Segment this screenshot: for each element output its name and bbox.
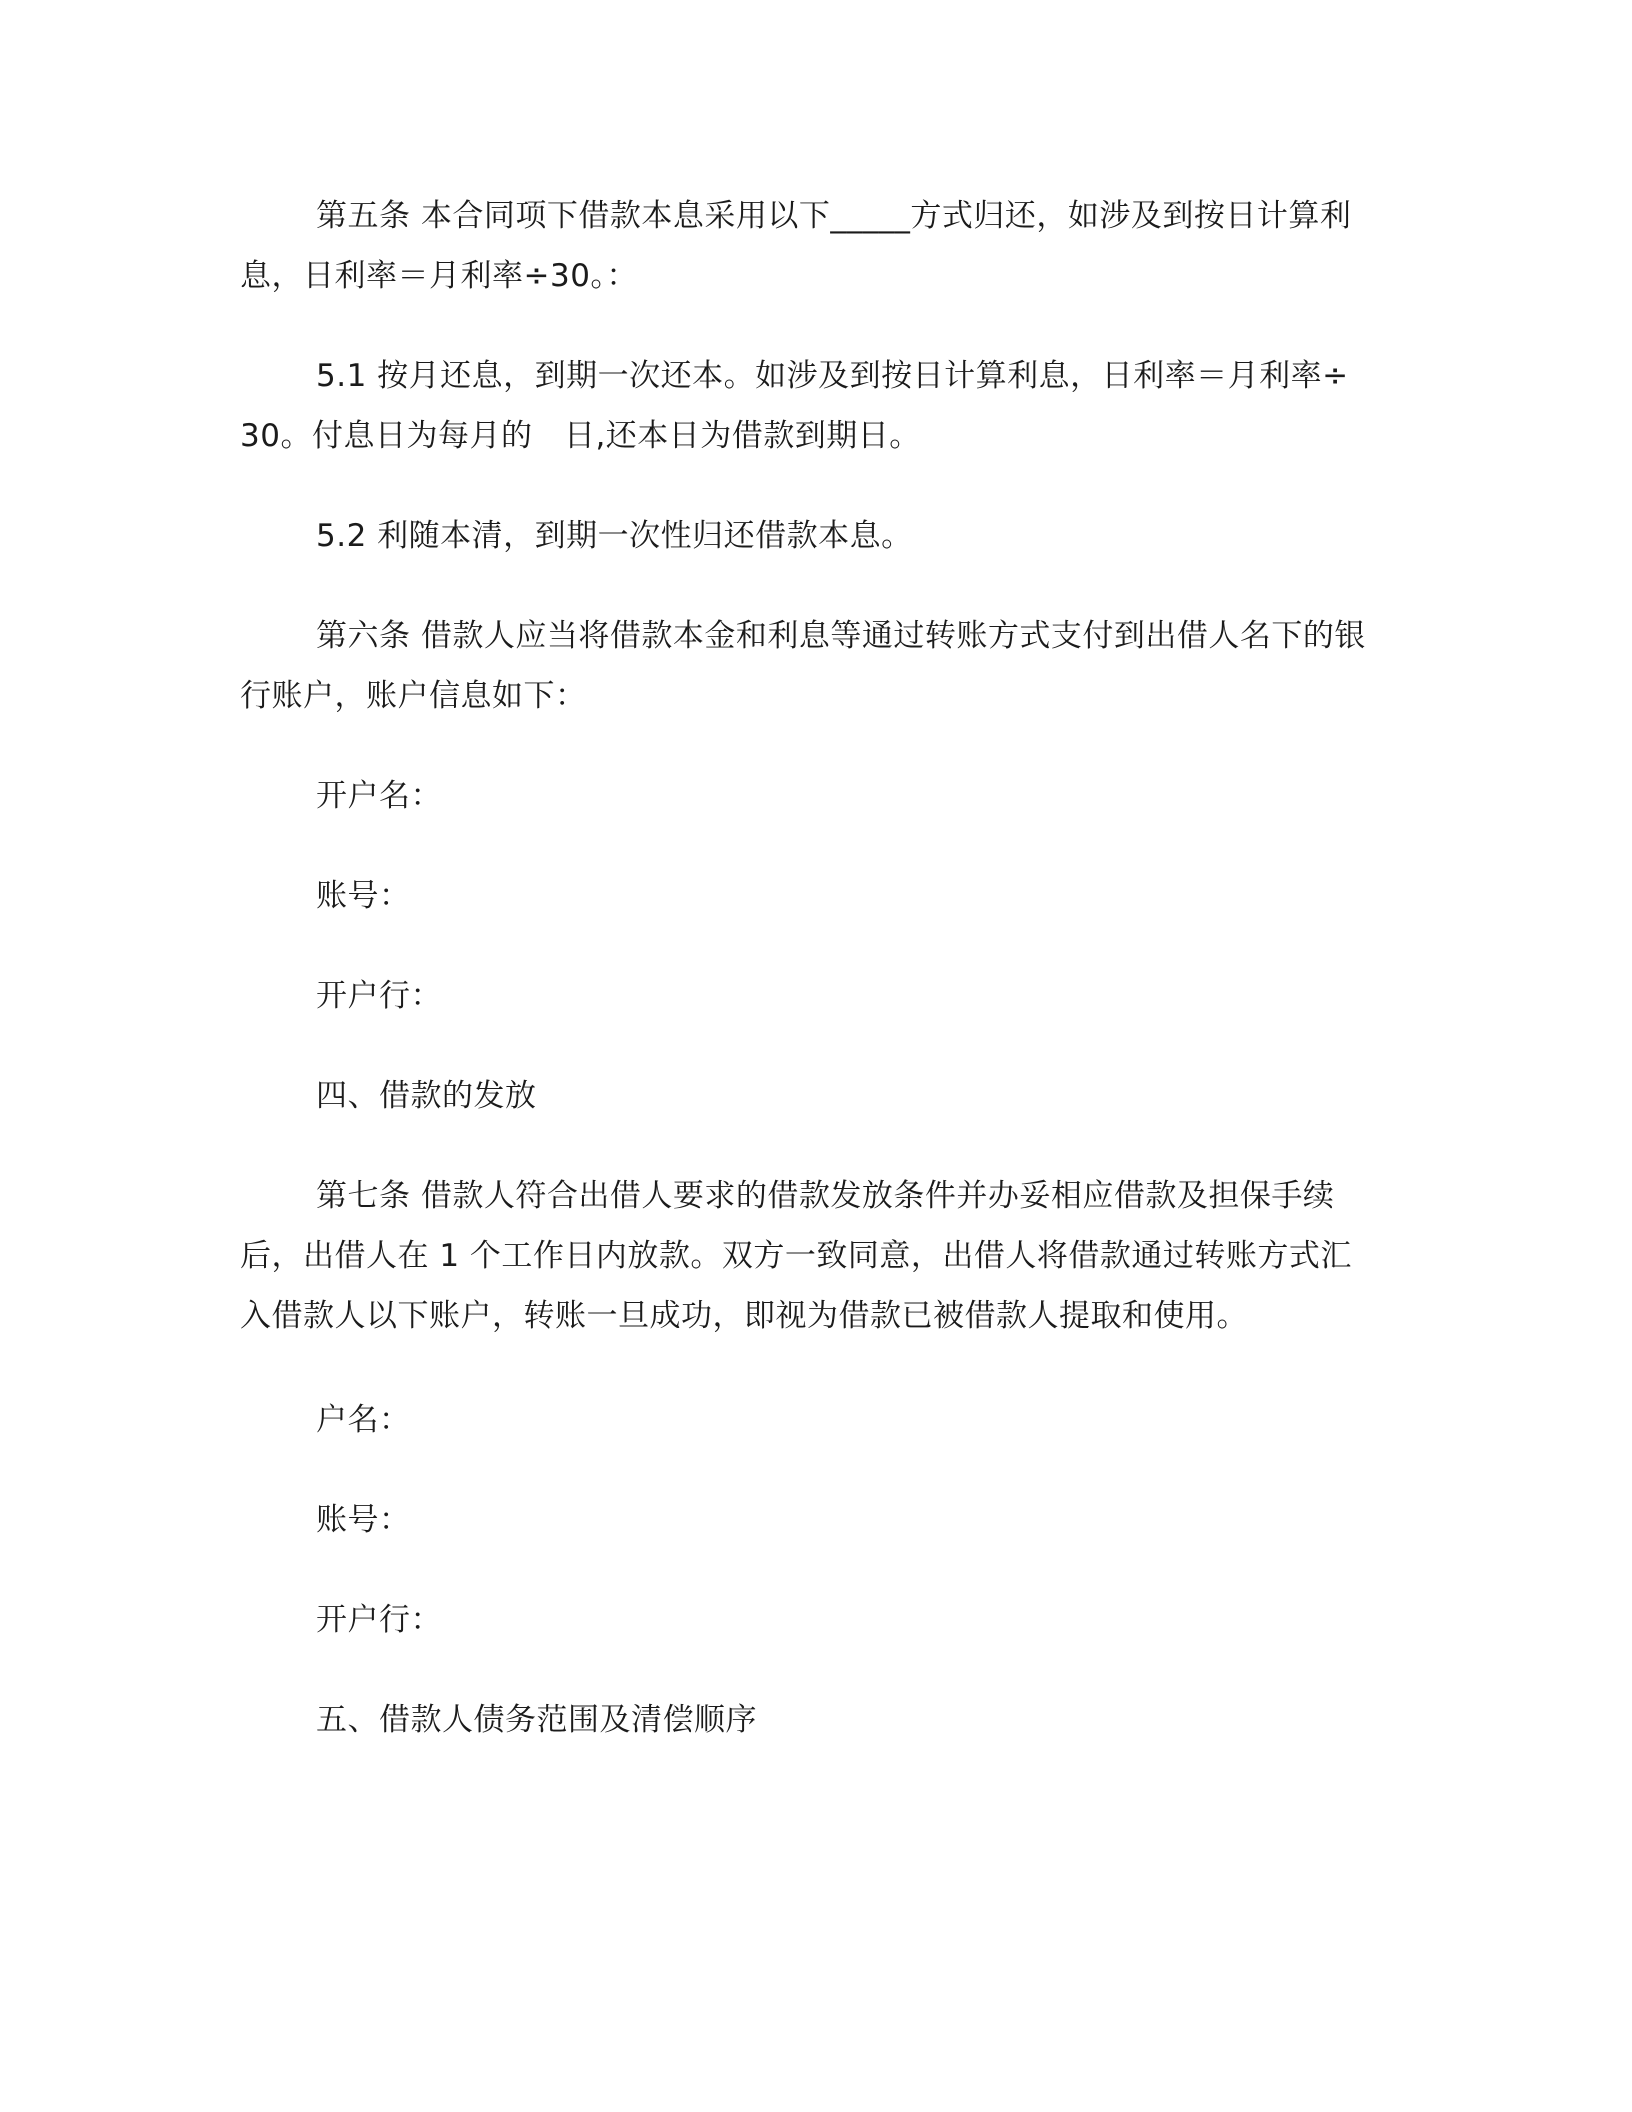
text-line: 行账户，账户信息如下： bbox=[240, 678, 587, 714]
section-5-heading bbox=[240, 1690, 1370, 1750]
text-line: 5.2 利随本清，到期一次性归还借款本息。 bbox=[316, 518, 913, 554]
bank-field-label bbox=[240, 966, 1370, 1026]
text-line: 30。付息日为每月的 日,还本日为借款到期日。 bbox=[240, 418, 921, 454]
clause-5-1-paragraph bbox=[240, 346, 1370, 466]
text-line: 第六条 借款人应当将借款本金和利息等通过转账方式支付到出借人名下的银 bbox=[316, 618, 1366, 654]
borrower-bank-label bbox=[240, 1590, 1370, 1650]
article-6-paragraph bbox=[240, 606, 1370, 726]
text-line: 后，出借人在 1 个工作日内放款。双方一致同意，出借人将借款通过转账方式汇 bbox=[240, 1238, 1352, 1274]
text-line: 账号： bbox=[316, 878, 411, 914]
text-line: 入借款人以下账户，转账一旦成功，即视为借款已被借款人提取和使用。 bbox=[240, 1298, 1248, 1334]
text-line: 账号： bbox=[316, 1502, 411, 1538]
text-line: 四、借款的发放 bbox=[316, 1078, 537, 1114]
borrower-account-number-label bbox=[240, 1490, 1370, 1550]
text-line: 开户行： bbox=[316, 1602, 442, 1638]
text-line: 第五条 本合同项下借款本息采用以下_____方式归还，如涉及到按日计算利 bbox=[316, 198, 1352, 234]
article-7-paragraph bbox=[240, 1166, 1370, 1346]
borrower-account-name-label bbox=[240, 1390, 1370, 1450]
text-line: 户名： bbox=[316, 1402, 411, 1438]
clause-5-2-paragraph bbox=[240, 506, 1370, 566]
text-line: 开户行： bbox=[316, 978, 442, 1014]
text-line: 五、借款人债务范围及清偿顺序 bbox=[316, 1702, 757, 1738]
account-name-field-label bbox=[240, 766, 1370, 826]
text-line: 5.1 按月还息，到期一次还本。如涉及到按日计算利息，日利率＝月利率÷ bbox=[316, 358, 1349, 394]
text-line: 开户名： bbox=[316, 778, 442, 814]
text-line: 息，日利率＝月利率÷30。： bbox=[240, 258, 638, 294]
account-number-field-label bbox=[240, 866, 1370, 926]
text-line: 第七条 借款人符合出借人要求的借款发放条件并办妥相应借款及担保手续 bbox=[316, 1178, 1335, 1214]
article-5-paragraph bbox=[240, 186, 1370, 306]
section-4-heading bbox=[240, 1066, 1370, 1126]
